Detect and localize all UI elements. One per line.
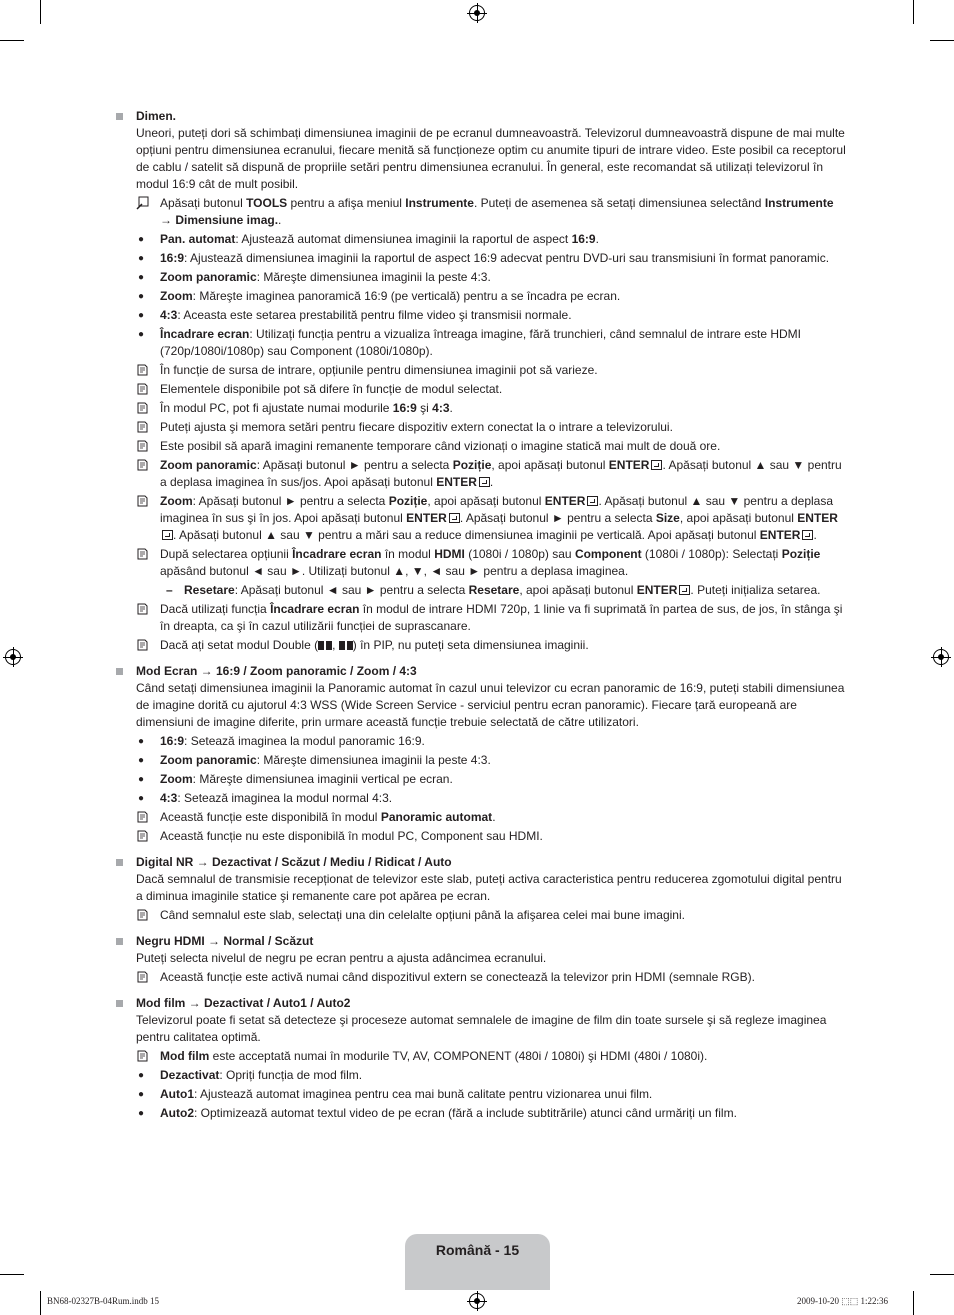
- item-text: (1080i / 1080p): Selectați: [641, 547, 782, 561]
- manual-section: [116, 854, 846, 924]
- item-text: , apoi apăsați butonul: [427, 494, 545, 508]
- bullet-icon: ●: [138, 234, 145, 245]
- bullet-icon: ●: [138, 1089, 145, 1100]
- enter-icon: [162, 530, 173, 540]
- note-icon: [137, 440, 148, 452]
- bullet-item: [136, 288, 846, 305]
- item-text: 4:3: [432, 401, 450, 415]
- section-square-icon: [116, 113, 123, 120]
- dash-icon: –: [166, 583, 173, 597]
- item-text: în modul de intrare HDMI 720p, 1 linie va fi suprimată în partea de sus, de jos, în stânga şi în dreapta, ca şi în cazul utilizării funcției de suprascanare.: [160, 602, 843, 633]
- note-item: [136, 400, 846, 417]
- manual-section: [116, 663, 846, 845]
- item-text: : Ajustează automat dimensiunea imaginii la raportul de aspect: [235, 232, 572, 246]
- crop-mark: [930, 1274, 954, 1275]
- enter-icon: [651, 460, 662, 470]
- item-text: Dacă ați setat modul Double (: [160, 638, 319, 652]
- item-text: : Ajustează dimensiunea imaginii la raportul de aspect 16:9 adecvat pentru DVD-uri sau transmisiuni în format panoramic.: [184, 251, 830, 265]
- section-square-icon: [116, 1000, 123, 1007]
- item-text: Instrumente → Dimensiune imag.: [160, 196, 834, 227]
- section-paragraph: Când setați dimensiunea imaginii la Panoramic automat în cazul unui televizor cu ecran panoramic de 16:9, puteți stabili dimensiunea de imagine dorită cu ajutorul 4:3 WSS (Wide Screen Service - serviciul pentru ecran panoramic). Fiecare țară europeană are dimensiuni de imagine diferite, prin urmare această funcție trebuie selectată de către utilizatori.: [136, 681, 845, 729]
- bullet-icon: ●: [138, 329, 145, 340]
- item-text: . Apăsați butonul ▲ sau ▼ pentru a mări sau a reduce dimensiunea imaginii pe verticală. Apoi apăsați butonul: [173, 528, 760, 542]
- bullet-item: [136, 1105, 846, 1122]
- manual-section: [116, 995, 846, 1122]
- bullet-item: [136, 752, 846, 769]
- note-item: [136, 828, 846, 845]
- crop-mark: [913, 0, 914, 24]
- bullet-item: [136, 1067, 846, 1084]
- imprint-date: 2009-10-20 ⬚⬚ 1:22:36: [797, 1296, 889, 1306]
- bullet-item: [136, 326, 846, 360]
- enter-icon: [587, 496, 598, 506]
- item-text: : Setează imaginea la modul panoramic 16:9.: [184, 734, 425, 748]
- crop-mark: [913, 1291, 914, 1315]
- bullet-item: [136, 250, 846, 267]
- tools-icon: [136, 196, 149, 210]
- double-pip-icon: [318, 641, 332, 650]
- item-text: 16:9: [571, 232, 596, 246]
- item-text: : Optimizează automat textul video de pe ecran (fără a include subtitrările) atunci când urmăriți un film.: [194, 1106, 737, 1120]
- item-text: Component: [574, 547, 642, 561]
- manual-section: [116, 108, 846, 654]
- item-text: 4:3: [160, 791, 178, 805]
- item-text: Pan. automat: [160, 232, 236, 246]
- registration-mark-icon: [469, 5, 485, 21]
- item-text: Dacă utilizați funcția: [160, 602, 271, 616]
- item-text: Instrumente: [405, 196, 474, 210]
- item-text: Încadrare ecran: [292, 547, 382, 561]
- item-text: : Apăsați butonul ◄ sau ► pentru a selecta: [234, 583, 469, 597]
- note-item: [136, 907, 846, 924]
- item-text: : Opriți funcția de mod film.: [219, 1068, 363, 1082]
- item-text: . Puteți inițializa setarea.: [690, 583, 821, 597]
- registration-mark-icon: [933, 649, 949, 665]
- note-icon: [137, 402, 148, 414]
- note-icon: [137, 364, 148, 376]
- item-text: HDMI: [434, 547, 465, 561]
- item-text: pentru a afişa meniul: [287, 196, 406, 210]
- item-text: : Apăsați butonul ► pentru a selecta: [256, 458, 453, 472]
- item-text: Încadrare ecran: [160, 327, 250, 341]
- item-text: : Ajustează automat imaginea pentru cea mai bună calitate pentru vizionarea unui film.: [194, 1087, 653, 1101]
- bullet-icon: ●: [138, 1108, 145, 1119]
- item-text: , apoi apăsați butonul: [679, 511, 798, 525]
- item-text: ,: [332, 638, 339, 652]
- bullet-item: [136, 307, 846, 324]
- registration-mark-icon: [469, 1293, 485, 1309]
- item-text: TOOLS: [246, 196, 288, 210]
- crop-mark: [930, 40, 954, 41]
- bullet-item: [136, 231, 846, 248]
- item-text: . Puteți de asemenea să setați dimensiunea selectând: [473, 196, 765, 210]
- item-text: 16:9: [160, 734, 185, 748]
- item-text: . Apăsați butonul ▲ sau ▼ pentru a deplasa imaginea în sus şi în jos. Apoi apăsați butonul: [160, 494, 834, 525]
- bullet-icon: ●: [138, 1070, 145, 1081]
- item-text: Auto1: [160, 1087, 194, 1101]
- bullet-icon: ●: [138, 793, 145, 804]
- note-item: [136, 601, 846, 635]
- item-text: este acceptată numai în modurile TV, AV, COMPONENT (480i / 1080i) şi HDMI (480i / 1080i).: [209, 1049, 708, 1063]
- note-item: [136, 419, 846, 436]
- item-text: : Apăsați butonul ► pentru a selecta: [192, 494, 389, 508]
- note-icon: [137, 548, 148, 560]
- item-text: Poziție: [388, 494, 428, 508]
- item-text: ) în PIP, nu puteți seta dimensiunea imaginii.: [352, 638, 589, 652]
- item-text: : Utilizați funcția pentru a vizualiza întreaga imagine, fără trunchieri, când semnalul de intrare este HDMI (720p/1080i/1080p) sau Component (1080i/1080p).: [160, 327, 801, 358]
- item-text: 4:3: [160, 308, 178, 322]
- section-paragraph: Televizorul poate fi setat să detecteze şi proceseze automat semnalele de imagine de film din toate sursele şi să regleze imaginea pentru calitatea optimă.: [136, 1013, 827, 1044]
- item-text: .: [449, 401, 453, 415]
- bullet-item: [136, 733, 846, 750]
- item-text: Mod film: [160, 1049, 210, 1063]
- enter-label: ENTER: [436, 475, 477, 489]
- item-text: . Apăsați butonul ► pentru a selecta: [459, 511, 656, 525]
- enter-label: ENTER: [406, 511, 447, 525]
- item-text: şi: [416, 401, 433, 415]
- crop-mark: [0, 1274, 24, 1275]
- item-text: Size: [655, 511, 680, 525]
- imprint-file: BN68-02327B-04Rum.indb 15: [47, 1296, 160, 1306]
- section-title: Negru HDMI → Normal / Scăzut: [136, 934, 314, 948]
- item-text: (1080i / 1080p) sau: [464, 547, 575, 561]
- item-text: Poziție: [452, 458, 492, 472]
- enter-label: ENTER: [636, 583, 678, 597]
- section-paragraph: Uneori, puteți dori să schimbați dimensiunea imaginii de pe ecranul dumneavoastră. Televizorul dumneavoastră dispune de mai multe opțiuni pentru dimensiunea ecranului, fiecare menită să funcționeze optim cu anumite tipuri de intrare video. Este posibil ca receptorul de cablu / satelit să dispună de propriile setări pentru dimensiunea ecranului. În general, este recomandat să utilizați televizorul în modul 16:9 cât de mult posibil.: [136, 126, 846, 191]
- enter-label: ENTER: [544, 494, 586, 508]
- section-title: Mod film → Dezactivat / Auto1 / Auto2: [136, 996, 351, 1010]
- note-item: [136, 362, 846, 379]
- note-item: [136, 637, 846, 654]
- item-text: În funcție de sursa de intrare, opțiunile pentru dimensiunea imaginii pot să varieze.: [160, 363, 598, 377]
- item-text: Dezactivat: [160, 1068, 220, 1082]
- section-title: Digital NR → Dezactivat / Scăzut / Mediu / Ridicat / Auto: [136, 855, 452, 869]
- item-text: 16:9: [392, 401, 417, 415]
- item-text: : Măreşte imaginea panoramică 16:9 (pe verticală) pentru a se încadra pe ecran.: [192, 289, 621, 303]
- item-text: : Măreşte dimensiunea imaginii la peste 4:3.: [256, 753, 491, 767]
- note-item: [136, 809, 846, 826]
- item-text: Zoom: [160, 772, 193, 786]
- section-square-icon: [116, 938, 123, 945]
- item-text: Auto2: [160, 1106, 194, 1120]
- item-text: Elementele disponibile pot să difere în funcție de modul selectat.: [160, 382, 503, 396]
- item-text: Panoramic automat: [380, 810, 493, 824]
- note-item: [136, 493, 846, 544]
- note-icon: [137, 421, 148, 433]
- note-icon: [137, 971, 148, 983]
- crop-mark: [0, 40, 24, 41]
- item-text: : Setează imaginea la modul normal 4:3.: [177, 791, 393, 805]
- section-paragraph: Dacă semnalul de transmisie recepționat de televizor este slab, puteți activa caracteristica pentru reducerea zgomotului digital pentru a diminua imaginile statice şi remanente care pot apărea pe ecran.: [136, 872, 842, 903]
- bullet-item: [136, 1086, 846, 1103]
- bullet-item: [136, 771, 846, 788]
- item-text: Apăsați butonul: [160, 196, 247, 210]
- note-icon: [137, 603, 148, 615]
- item-text: .: [489, 475, 494, 489]
- item-text: apăsând butonul ◄ sau ►. Utilizați butonul ▲, ▼, ◄ sau ► pentru a deplasa imaginea.: [160, 564, 629, 578]
- item-text: Zoom panoramic: [160, 753, 257, 767]
- bullet-icon: ●: [138, 291, 145, 302]
- enter-icon: [479, 477, 490, 487]
- bullet-icon: ●: [138, 310, 145, 321]
- enter-icon: [802, 530, 813, 540]
- note-icon: [137, 909, 148, 921]
- tool-item: [136, 195, 846, 229]
- item-text: Zoom: [160, 494, 193, 508]
- page-number-label: Română - 15: [435, 1242, 520, 1258]
- item-text: Poziție: [781, 547, 821, 561]
- note-icon: [137, 1050, 148, 1062]
- note-icon: [137, 639, 148, 651]
- item-text: Încadrare ecran: [270, 602, 360, 616]
- item-text: Este posibil să apară imagini remanente temporare când vizionați o imagine statică mai mult de două ore.: [160, 439, 721, 453]
- item-text: : Aceasta este setarea prestabilită pentru filme video şi transmisii normale.: [177, 308, 572, 322]
- section-title: Mod Ecran → 16:9 / Zoom panoramic / Zoom / 4:3: [136, 664, 417, 678]
- item-text: Când semnalul este slab, selectați una din celelalte opțiuni până la afişarea celei mai bune imagini.: [160, 908, 685, 922]
- item-text: În modul PC, pot fi ajustate numai modurile: [160, 401, 393, 415]
- note-icon: [137, 459, 148, 471]
- section-square-icon: [116, 668, 123, 675]
- item-text: : Măreşte dimensiunea imaginii vertical pe ecran.: [192, 772, 453, 786]
- enter-icon: [449, 513, 460, 523]
- item-text: .: [813, 528, 817, 542]
- registration-mark-icon: [5, 649, 21, 665]
- item-text: în modul: [381, 547, 435, 561]
- note-icon: [137, 830, 148, 842]
- enter-icon: [679, 585, 690, 595]
- item-text: 16:9: [160, 251, 185, 265]
- bullet-icon: ●: [138, 272, 145, 283]
- item-text: Resetare: [468, 583, 520, 597]
- note-item: [136, 457, 846, 491]
- item-text: Zoom: [160, 289, 193, 303]
- bullet-icon: ●: [138, 755, 145, 766]
- note-item: [136, 438, 846, 455]
- item-text: , apoi apăsați butonul: [491, 458, 609, 472]
- bullet-item: [136, 790, 846, 807]
- item-text: , apoi apăsați butonul: [519, 583, 637, 597]
- note-icon: [137, 811, 148, 823]
- item-text: Zoom panoramic: [160, 458, 257, 472]
- note-item: [136, 381, 846, 398]
- item-text: .: [595, 232, 599, 246]
- item-text: Puteți ajusta şi memora setări pentru fiecare dispozitiv extern conectat la o intrare a televizorului.: [160, 420, 673, 434]
- section-paragraph: Puteți selecta nivelul de negru pe ecran pentru a ajusta adâncimea ecranului.: [136, 951, 547, 965]
- bullet-item: [136, 269, 846, 286]
- item-text: Zoom panoramic: [160, 270, 257, 284]
- item-text: : Măreşte dimensiunea imaginii la peste 4:3.: [256, 270, 491, 284]
- enter-label: ENTER: [797, 511, 838, 525]
- item-text: .: [278, 213, 282, 227]
- item-text: Această funcție nu este disponibilă în modul PC, Component sau HDMI.: [160, 829, 543, 843]
- manual-section: [116, 933, 846, 986]
- note-item: [136, 969, 846, 986]
- note-item: [136, 546, 846, 580]
- note-icon: [137, 383, 148, 395]
- dash-item: [136, 582, 846, 599]
- enter-label: ENTER: [759, 528, 801, 542]
- bullet-icon: ●: [138, 736, 145, 747]
- note-icon: [137, 495, 148, 507]
- section-title: Dimen.: [136, 109, 177, 123]
- item-text: Această funcție este activă numai când dispozitivul extern se conectează la televizor prin HDMI (semnale RGB).: [160, 970, 755, 984]
- item-text: După selectarea opțiunii: [160, 547, 293, 561]
- double-pip-icon: [339, 641, 353, 650]
- item-text: .: [492, 810, 496, 824]
- item-text: Această funcție este disponibilă în modul: [160, 810, 381, 824]
- crop-mark: [40, 0, 41, 24]
- enter-label: ENTER: [608, 458, 650, 472]
- section-square-icon: [116, 859, 123, 866]
- bullet-icon: ●: [138, 253, 145, 264]
- bullet-icon: ●: [138, 774, 145, 785]
- item-text: Resetare: [184, 583, 235, 597]
- note-item: [136, 1048, 846, 1065]
- manual-content: [116, 108, 846, 1131]
- item-text: . Apăsați butonul ▲ sau ▼ pentru a deplasa imaginea în sus/jos. Apoi apăsați butonul: [160, 458, 842, 489]
- crop-mark: [40, 1291, 41, 1315]
